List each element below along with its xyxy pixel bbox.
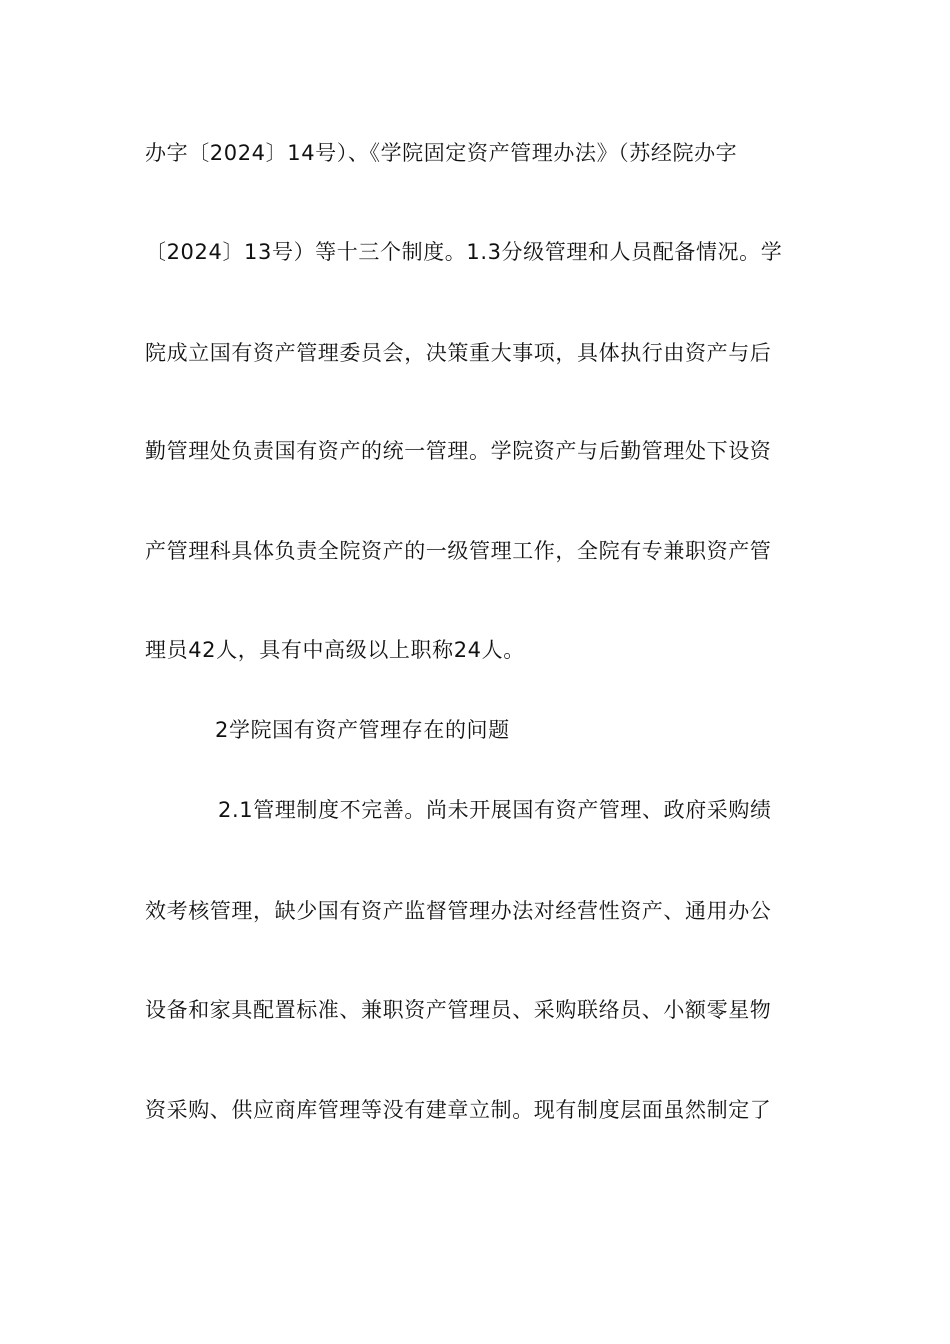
paragraph-line: 院成立国有资产管理委员会，决策重大事项，具体执行由资产与后 [145,341,772,365]
section-heading: 2学院国有资产管理存在的问题 [215,718,510,742]
paragraph-line: 〔2024〕13号）等十三个制度。1.3分级管理和人员配备情况。学 [145,240,783,264]
paragraph-line: 2.1管理制度不完善。尚未开展国有资产管理、政府采购绩 [218,798,772,822]
paragraph-line: 理员42人，具有中高级以上职称24人。 [145,638,525,662]
paragraph-line: 资采购、供应商库管理等没有建章立制。现有制度层面虽然制定了 [145,1098,772,1122]
paragraph-line: 办字〔2024〕14号）、《学院固定资产管理办法》（苏经院办字 [145,141,738,165]
paragraph-line: 设备和家具配置标准、兼职资产管理员、采购联络员、小额零星物 [145,998,772,1022]
paragraph-line: 效考核管理，缺少国有资产监督管理办法对经营性资产、通用办公 [145,899,772,923]
paragraph-line: 产管理科具体负责全院资产的一级管理工作，全院有专兼职资产管 [145,539,772,563]
paragraph-line: 勤管理处负责国有资产的统一管理。学院资产与后勤管理处下设资 [145,439,772,463]
